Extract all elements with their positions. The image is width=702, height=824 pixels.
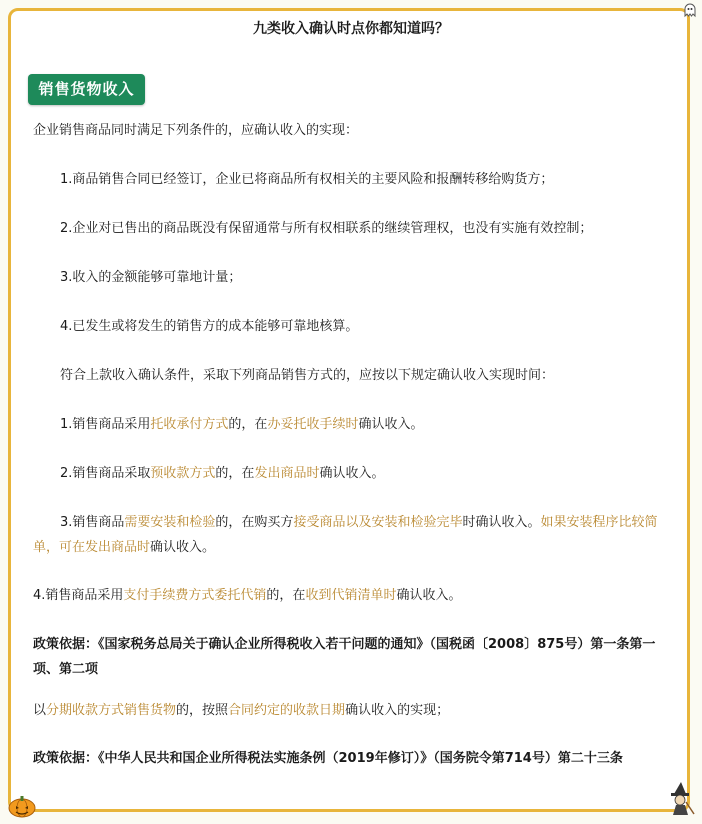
policy-basis-label: 政策依据： bbox=[33, 751, 99, 766]
method-2-highlight: 预收款方式 bbox=[150, 466, 216, 481]
condition-4: 4.已发生或将发生的销售方的成本能够可靠地核算。 bbox=[60, 319, 359, 334]
policy-basis-text: 《中华人民共和国企业所得税法实施条例（2019年修订）》（国务院令第714号）第二十三条 bbox=[98, 751, 623, 766]
method-3-part: 时确认收入。 bbox=[462, 515, 541, 530]
policy-basis-2 bbox=[33, 746, 673, 771]
method-3-highlight: 如果安装程序比较简单，可在发出商品时 bbox=[33, 515, 658, 555]
section-tag: 销售货物收入 bbox=[28, 74, 145, 105]
condition-1: 1.商品销售合同已经签订，企业已将商品所有权相关的主要风险和报酬转移给购货方； bbox=[60, 172, 554, 187]
policy-basis-label: 政策依据： bbox=[33, 637, 99, 652]
method-2-part: 确认收入。 bbox=[319, 466, 385, 481]
installment-part: 以 bbox=[33, 703, 47, 718]
method-4-highlight: 支付手续费方式委托代销 bbox=[123, 588, 267, 603]
pumpkin-icon bbox=[6, 790, 38, 818]
methods-intro: 符合上款收入确认条件，采取下列商品销售方式的，应按以下规定确认收入实现时间： bbox=[60, 368, 555, 383]
policy-basis-1 bbox=[33, 632, 673, 682]
method-3-part: 3.销售商品 bbox=[60, 515, 125, 530]
method-3-highlight: 需要安装和检验 bbox=[124, 515, 216, 530]
installment-highlight: 合同约定的收款日期 bbox=[228, 703, 346, 718]
method-4 bbox=[33, 583, 673, 608]
method-3-highlight: 接受商品以及安装和检验完毕 bbox=[293, 515, 463, 530]
installment-text bbox=[33, 698, 673, 723]
page-title: 九类收入确认时点你都知道吗？ bbox=[253, 21, 449, 37]
method-1-highlight: 办妥托收手续时 bbox=[267, 417, 359, 432]
installment-highlight: 分期收款方式销售货物 bbox=[46, 703, 177, 718]
method-1 bbox=[60, 412, 673, 437]
condition-2: 2.企业对已售出的商品既没有保留通常与所有权相联系的继续管理权，也没有实施有效控制； bbox=[60, 221, 593, 236]
method-4-part: 确认收入。 bbox=[396, 588, 462, 603]
method-2-highlight: 发出商品时 bbox=[254, 466, 320, 481]
method-3 bbox=[33, 510, 673, 560]
method-4-highlight: 收到代销清单时 bbox=[305, 588, 397, 603]
installment-part: 确认收入的实现； bbox=[345, 703, 450, 718]
intro-text: 企业销售商品同时满足下列条件的，应确认收入的实现： bbox=[33, 123, 359, 138]
method-4-part: 的，在 bbox=[266, 588, 306, 603]
method-3-part: 的，在购买方 bbox=[215, 515, 294, 530]
method-1-part: 1.销售商品采用 bbox=[60, 417, 151, 432]
witch-icon bbox=[666, 780, 696, 816]
method-1-highlight: 托收承付方式 bbox=[150, 417, 229, 432]
method-2-part: 2.销售商品采取 bbox=[60, 466, 151, 481]
condition-3: 3.收入的金额能够可靠地计量； bbox=[60, 270, 242, 285]
installment-part: 的，按照 bbox=[176, 703, 229, 718]
method-2-part: 的，在 bbox=[215, 466, 255, 481]
policy-basis-text: 《国家税务总局关于确认企业所得税收入若干问题的通知》（国税函〔2008〕875号）第一条第一项、第二项 bbox=[33, 637, 656, 677]
method-1-part: 确认收入。 bbox=[358, 417, 424, 432]
method-1-part: 的，在 bbox=[228, 417, 268, 432]
method-2 bbox=[60, 461, 673, 486]
method-4-part: 4.销售商品采用 bbox=[33, 588, 124, 603]
method-3-part: 确认收入。 bbox=[150, 540, 216, 555]
ghost-icon bbox=[682, 2, 698, 18]
